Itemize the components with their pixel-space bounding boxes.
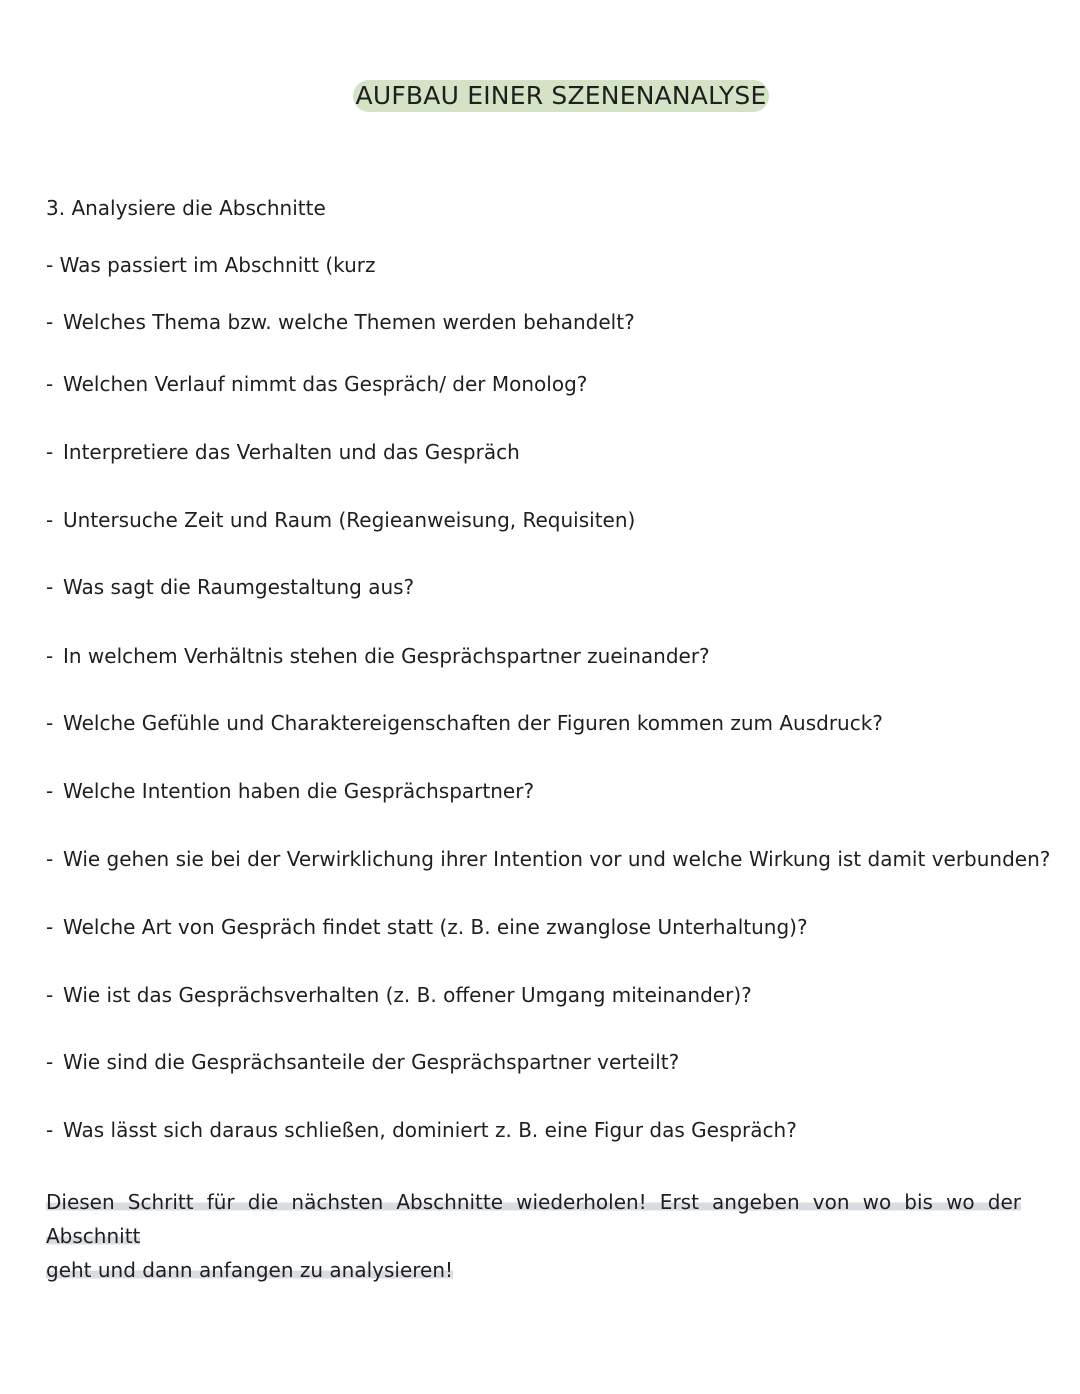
list-item	[46, 711, 883, 735]
list-item-text: Welches Thema bzw. welche Themen werden behandelt?	[63, 310, 635, 334]
note-line-2: geht und dann anfangen zu analysieren!	[46, 1258, 454, 1282]
list-item	[46, 310, 635, 334]
bullet-dash: -	[46, 1050, 54, 1074]
intro-item: - Was passiert im Abschnitt (kurz	[46, 253, 376, 277]
list-item-text: Interpretiere das Verhalten und das Gespräch	[63, 440, 520, 464]
section-heading: 3. Analysiere die Abschnitte	[46, 196, 326, 220]
list-item-text: Was sagt die Raumgestaltung aus?	[63, 575, 415, 599]
bullet-dash: -	[46, 575, 54, 599]
bullet-dash: -	[46, 915, 54, 939]
list-item-text: Wie gehen sie bei der Verwirklichung ihrer Intention vor und welche Wirkung ist damit verbunden?	[63, 847, 1051, 871]
list-item-text: Wie ist das Gesprächsverhalten (z. B. offener Umgang miteinander)?	[63, 983, 752, 1007]
bullet-dash: -	[46, 440, 54, 464]
list-item	[46, 575, 414, 599]
list-item-text: Welchen Verlauf nimmt das Gespräch/ der Monolog?	[63, 372, 588, 396]
bullet-dash: -	[46, 779, 54, 803]
list-item	[46, 983, 752, 1007]
page-title: AUFBAU EINER SZENENANALYSE	[353, 80, 769, 112]
bullet-dash: -	[46, 508, 54, 532]
list-item-text: Was lässt sich daraus schließen, dominiert z. B. eine Figur das Gespräch?	[63, 1118, 797, 1142]
list-item-text: Welche Gefühle und Charaktereigenschaften der Figuren kommen zum Ausdruck?	[63, 711, 883, 735]
list-item	[46, 644, 710, 668]
bullet-dash: -	[46, 711, 54, 735]
list-item	[46, 508, 635, 532]
list-item-text: In welchem Verhältnis stehen die Gesprächspartner zueinander?	[63, 644, 710, 668]
list-item	[46, 915, 808, 939]
list-item	[46, 1118, 797, 1142]
highlighted-note	[46, 1185, 1021, 1287]
bullet-dash: -	[46, 1118, 54, 1142]
bullet-dash: -	[46, 372, 54, 396]
list-item	[46, 440, 520, 464]
list-item-text: Welche Art von Gespräch findet statt (z. B. eine zwanglose Unterhaltung)?	[63, 915, 808, 939]
list-item	[46, 372, 587, 396]
list-item	[46, 1050, 679, 1074]
list-item	[46, 779, 534, 803]
bullet-dash: -	[46, 983, 54, 1007]
bullet-dash: -	[46, 644, 54, 668]
bullet-dash: -	[46, 310, 54, 334]
list-item	[46, 847, 1050, 871]
list-item-text: Wie sind die Gesprächsanteile der Gesprächspartner verteilt?	[63, 1050, 680, 1074]
bullet-dash: -	[46, 847, 54, 871]
note-line-1: Diesen Schritt für die nächsten Abschnitte wiederholen! Erst angeben von wo bis wo der Abschnitt	[46, 1190, 1021, 1248]
list-item-text: Untersuche Zeit und Raum (Regieanweisung, Requisiten)	[63, 508, 636, 532]
list-item-text: Welche Intention haben die Gesprächspartner?	[63, 779, 535, 803]
